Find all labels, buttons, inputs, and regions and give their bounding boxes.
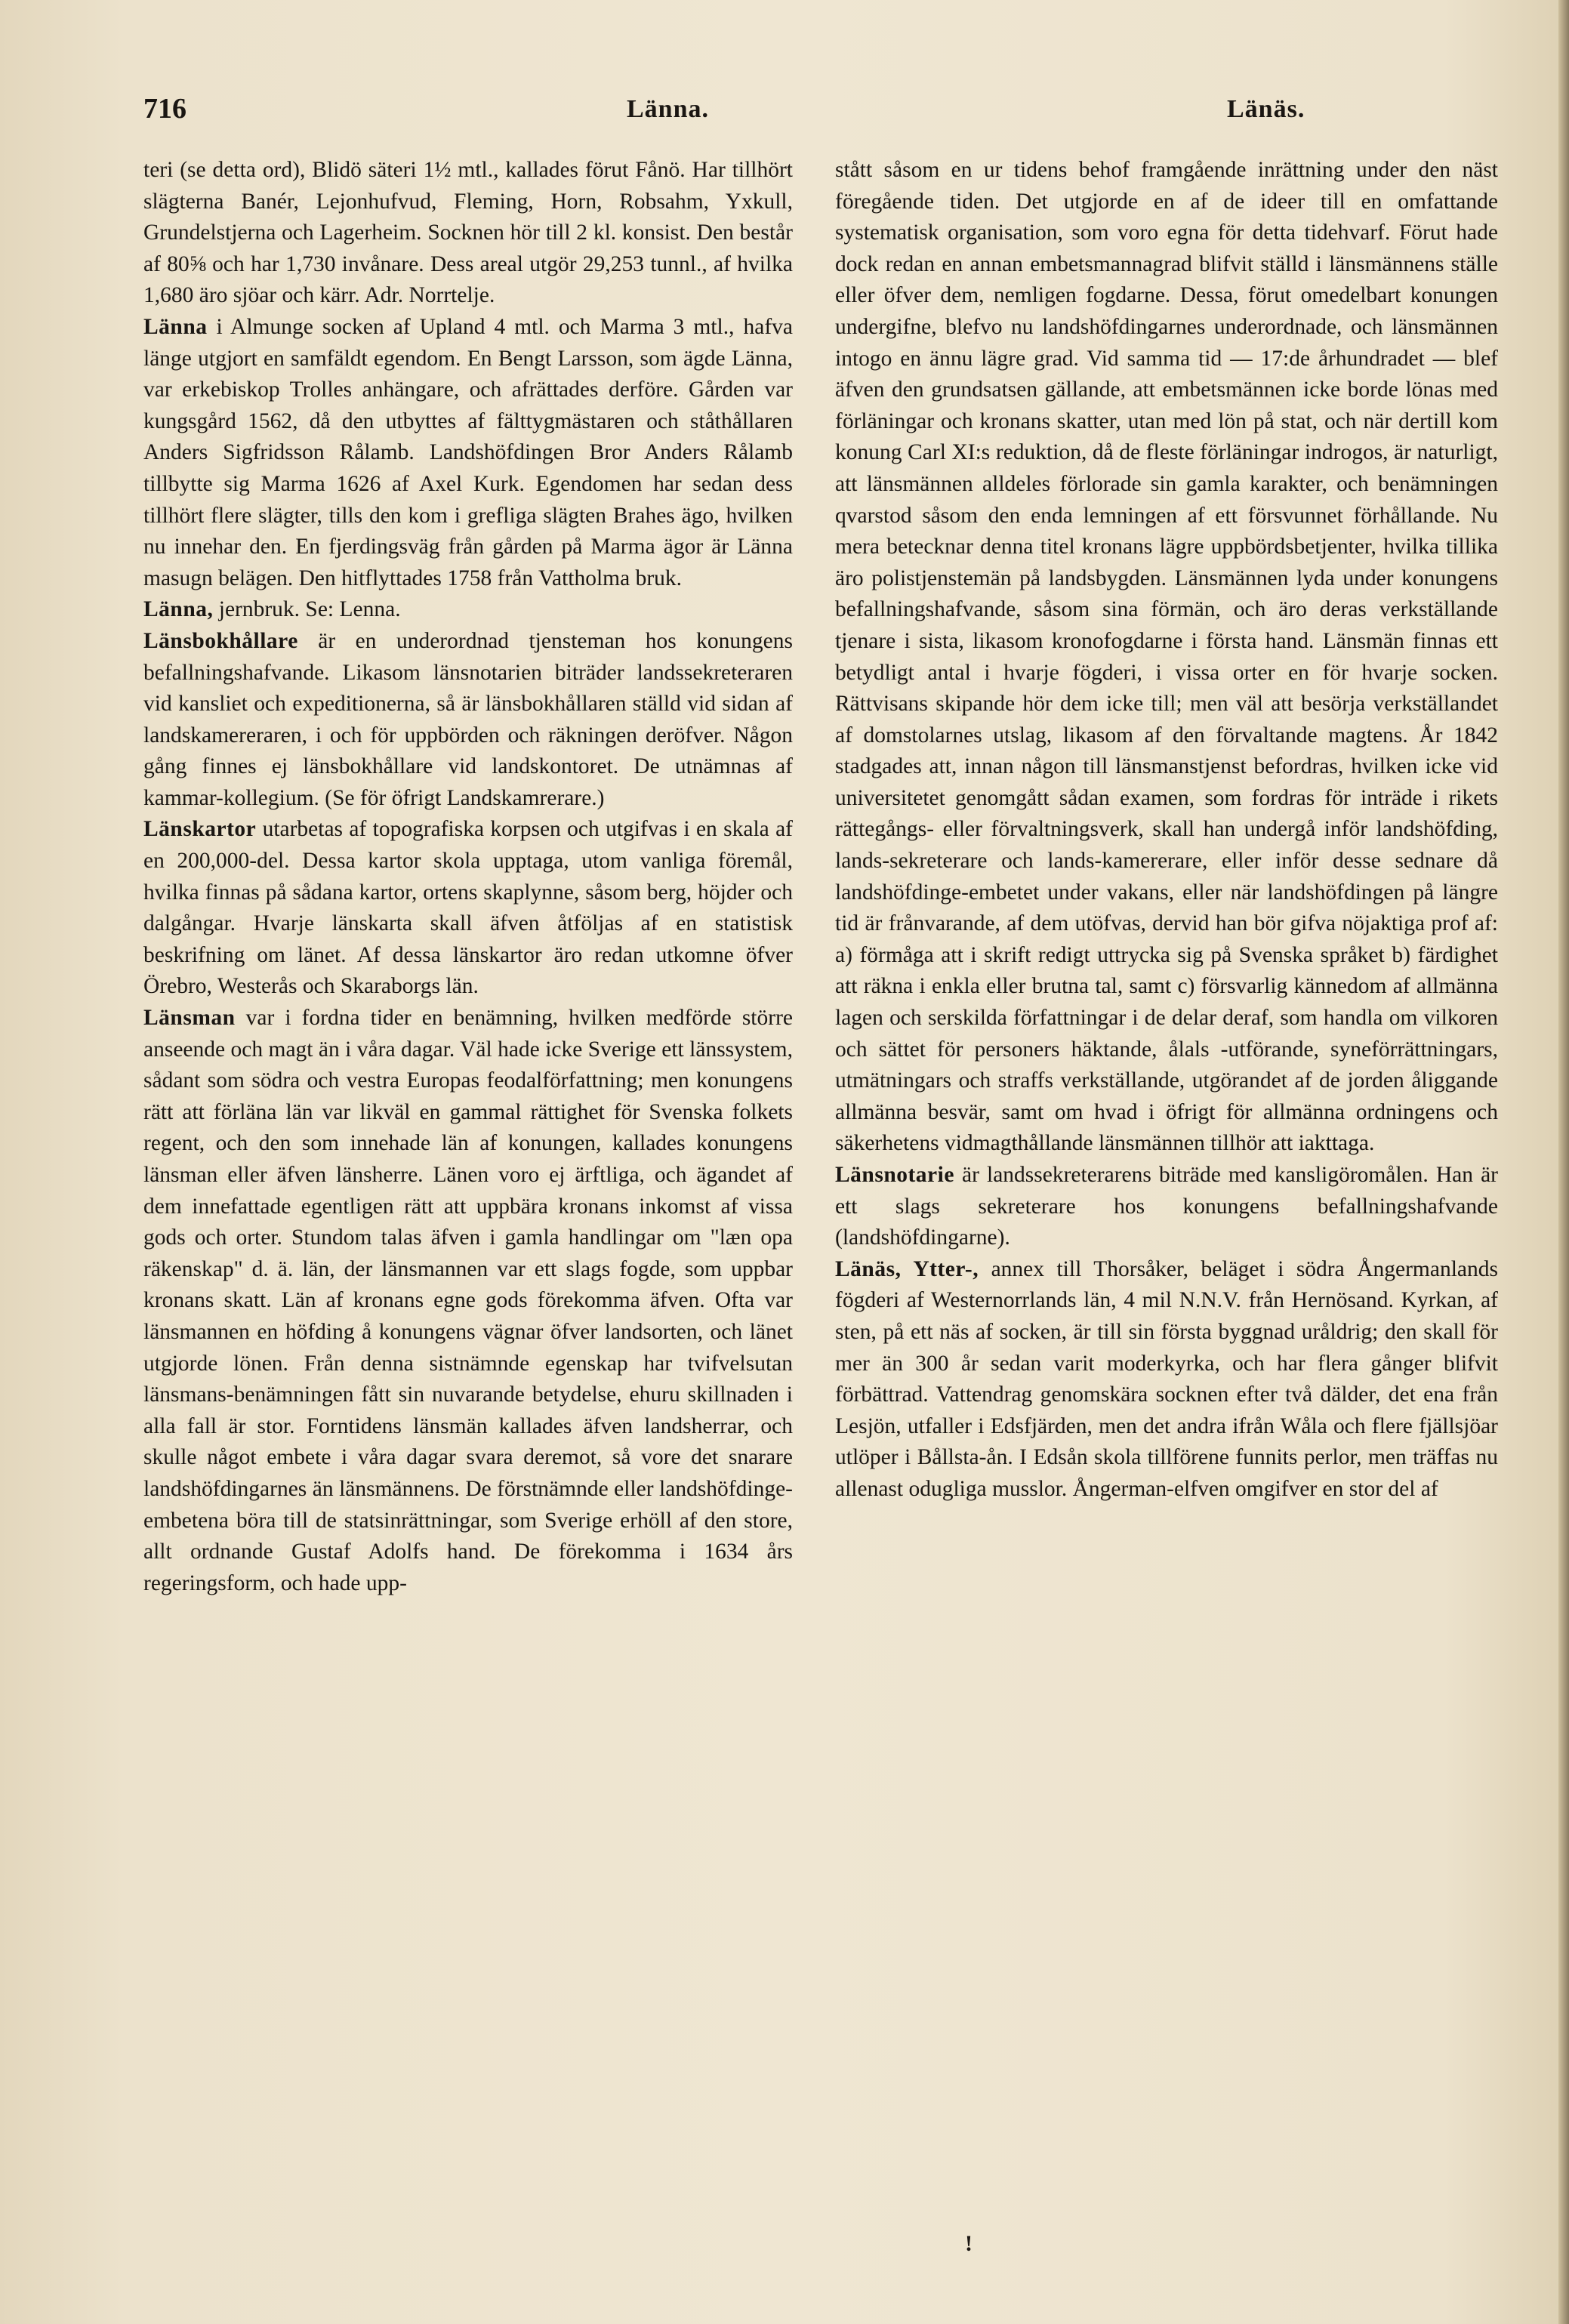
entry [143,626,793,815]
page-edge [1558,0,1569,2324]
entry-headword: Länäs, Ytter-, [835,1256,979,1281]
entry [143,814,793,1003]
running-head-left: Länna. [627,95,709,123]
entry-text: stått såsom en ur tidens behof framgående inrättning under den näst föregående tiden. Det utgjorde en af de ideer till en omfattande systematisk organisation, som voro egna för detta tidehvarf. Förut hade dock redan en annan embetsmannagrad blifvit ställd i länsmännens ställe eller öfver dem, nemligen fogdarne. Dessa, förut omedelbart konungen undergifne, blefvo nu landshöfdingarnes underordnade, och länsmännen intogo en ännu lägre grad. Vid samma tid — 17:de århundradet — blef äfven den grundsatsen gällande, att embetsmännen icke borde lönas med förläningar och kronans skatter, utan med lön på stat, och när dertill kom konung Carl XI:s reduktion, då de fleste förläningar indrogos, är naturligt, att länsmännen alldeles förlorade sin gamla karakter, och benämningen qvarstod såsom den enda lemningen af ett försvunnet förhållande. Nu mera betecknar denna titel kronans lägre uppbördsbetjenter, hvilka tillika äro polistjenstemän på landsbygden. Länsmännen lyda under konungens befallningshafvande, såsom sina förmän, och äro deras verkställande tjenare i sista, likasom kronofogdarne i första hand. Länsmän finnas ett betydligt antal i hvarje fögderi, i vissa orter en för hvarje socken. Rättvisans skipande hör dem icke till; men väl att besörja verkställandet af domstolarnes utslag, likasom af den förvaltande magtens. År 1842 stadgades att, innan någon till länsmanstjenst befordras, hvilken icke vid universitetet genomgått sådan examen, som fordras för inträde i rikets rättegångs- eller förvaltningsverk, skall han undergå inför landshöfding, lands-sekreterare och lands-kamererare, eller inför desse sednare då landshöfdinge-embetet under vakans, eller när landshöfdingen på längre tid är frånvarande, af dem utöfvas, dervid han bör gifva nöjaktiga prof af: a) förmåga att i skrift redigt uttrycka sig på Svenska språket b) färdighet att räkna i enkla eller brutna tal, samt c) försvarlig kännedom af allmänna lagen och serskilda författningar i de delar deraf, som handla om vilkoren och sättet för personers häktande, ålals -utförande, syneförrättningars, utmätningars och straffs verkställande, utgörandet af de jorden åliggande allmänna besvär, samt om hvad i öfrigt för allmänna ordningens och säkerhetens vidmagthållande länsmännen tillhör att iakttaga. [835,158,1498,1156]
entry-text: utarbetas af topografiska korpsen och utgifvas i en skala af en 200,000-del. Dessa kartor skola upptaga, utom vanliga föremål, hvilka finnas på sådana kartor, ortens skaplynne, såsom berg, höjder och dalgångar. Hvarje länskarta skall äfven åtföljas af en statistisk beskrifning om länet. Af dessa länskartor äro redan utkomne öfver Örebro, Westerås och Skaraborgs län. [143,817,793,999]
entry-text: är landssekreterarens biträde med kansligöromålen. Han är ett slags sekreterare hos konungens befallningshafvande (landshöfdingarne). [835,1163,1498,1250]
entry [143,1003,793,1599]
entry [835,1160,1498,1254]
entry [835,155,1498,1160]
entry-headword: Länskartor [143,817,257,842]
entry-text: är en underordnad tjensteman hos konungens befallningshafvande. Likasom länsnotarien biträder landssekreteraren vid kansliet och expeditionerna, så är länsbokhållaren ställd vid sidan af landskamereraren, i och för uppbörden och räkningen deröfver. Någon gång finnes ej länsbokhållare vid landskontoret. De utnämnas af kammar-kollegium. (Se för öfrigt Landskamrerare.) [143,628,793,810]
entry [143,594,793,626]
entry-text: jernbruk. Se: Lenna. [213,597,401,622]
entry-text: var i fordna tider en benämning, hvilken medförde större anseende och magt än i våra dagar. Väl hade icke Sverige ett länssystem, sådant som södra och vestra Europas feodalförfattning; men konungens rätt att förläna län var likväl en gammal rättighet för Svenska folkets regent, och den som innehade län af konungen, kallades konungens länsman eller äfven länsherre. Länen voro ej ärftliga, och ägandet af dem innefattade egentligen rätt att uppbära kronans inkomst af vissa gods och orter. Stundom talas äfven i gamla handlingar om "læn opa räkenskap" d. ä. län, der länsmannen var ett slags fogde, som uppbar kronans skatt. Län af kronans egne gods förekomma äfven. Ofta var länsmannen en höfding å konungens vägnar öfver landsorten, och länet utgjorde lönen. Från denna sistnämnde egenskap har tvifvelsutan länsmans-benämningen fått sin nuvarande betydelse, ehuru skillnaden i alla fall är stor. Forntidens länsmän kallades äfven landsherrar, och skulle något embete i våra dagar svara deremot, så vore det snarare landshöfdingarnes än länsmännens. De förstnämnde eller landshöfdinge-embetena böra till de statsinrättningar, som Sverige erhöll af den store, allt ordnande Gustaf Adolfs hand. De förekomma i 1634 års regeringsform, och hade upp- [143,1006,793,1595]
entry-text: teri (se detta ord), Blidö säteri 1½ mtl., kallades förut Fånö. Har tillhört slägterna Banér, Lejonhufvud, Fleming, Horn, Robsahm, Yxkull, Grundelstjerna och Lagerheim. Socknen hör till 2 kl. konsist. Den består af 80⅝ och har 1,730 invånare. Dess areal utgör 29,253 tunnl., af hvilka 1,680 äro sjöar och kärr. Adr. Norrtelje. [143,158,793,308]
running-head-right: Länäs. [1227,95,1305,123]
entry-text: annex till Thorsåker, beläget i södra Ångermanlands fögderi af Westernorrlands län, 4 mil N.N.V. från Hernösand. Kyrkan, af sten, på ett näs af socken, är till sin första byggnad uråldrig; den skall för mer än 300 år sedan varit moderkyrka, och har flera gånger blifvit förbättrad. Vattendrag genomskära socknen efter två dälder, det ena från Lesjön, utfaller i Edsfjärden, men det andra ifrån Wåla och flere fjällsjöar utlöper i Bållsta-ån. I Edsån skola tillförene funnits perlor, men träffas nu allenast odugliga musslor. Ångerman-elfven omgifver en stor del af [835,1256,1498,1501]
entry-headword: Länsbokhållare [143,628,298,653]
entry [835,1254,1498,1506]
page-header [143,92,1478,137]
right-column [835,155,1498,1506]
footer-mark: ! [965,2231,973,2256]
page-number: 716 [143,93,186,125]
left-column [143,155,793,1599]
entry-text: i Almunge socken af Upland 4 mtl. och Marma 3 mtl., hafva länge utgjort en samfäldt egendom. En Bengt Larsson, som ägde Länna, var erkebiskop Trolles anhängare, och afrättades derföre. Gården var kungsgård 1562, då den utbyttes af fälttygmästaren och ståthållaren Anders Sigfridsson Rålamb. Landshöfdingen Bror Anders Rålamb tillbytte sig Marma 1626 af Axel Kurk. Egendomen har sedan dess tillhört flere slägter, tills den kom i grefliga slägten Brahes ägo, hvilken nu innehar den. En fjerdingsväg från gården på Marma ägor är Länna masugn belägen. Den hitflyttades 1758 från Vattholma bruk. [143,314,793,590]
entry-headword: Länna, [143,597,214,622]
entry-headword: Länsman [143,1006,236,1031]
entry-headword: Länsnotarie [835,1163,954,1187]
entry-headword: Länna [143,314,208,339]
entry [143,155,793,312]
entry [143,312,793,594]
